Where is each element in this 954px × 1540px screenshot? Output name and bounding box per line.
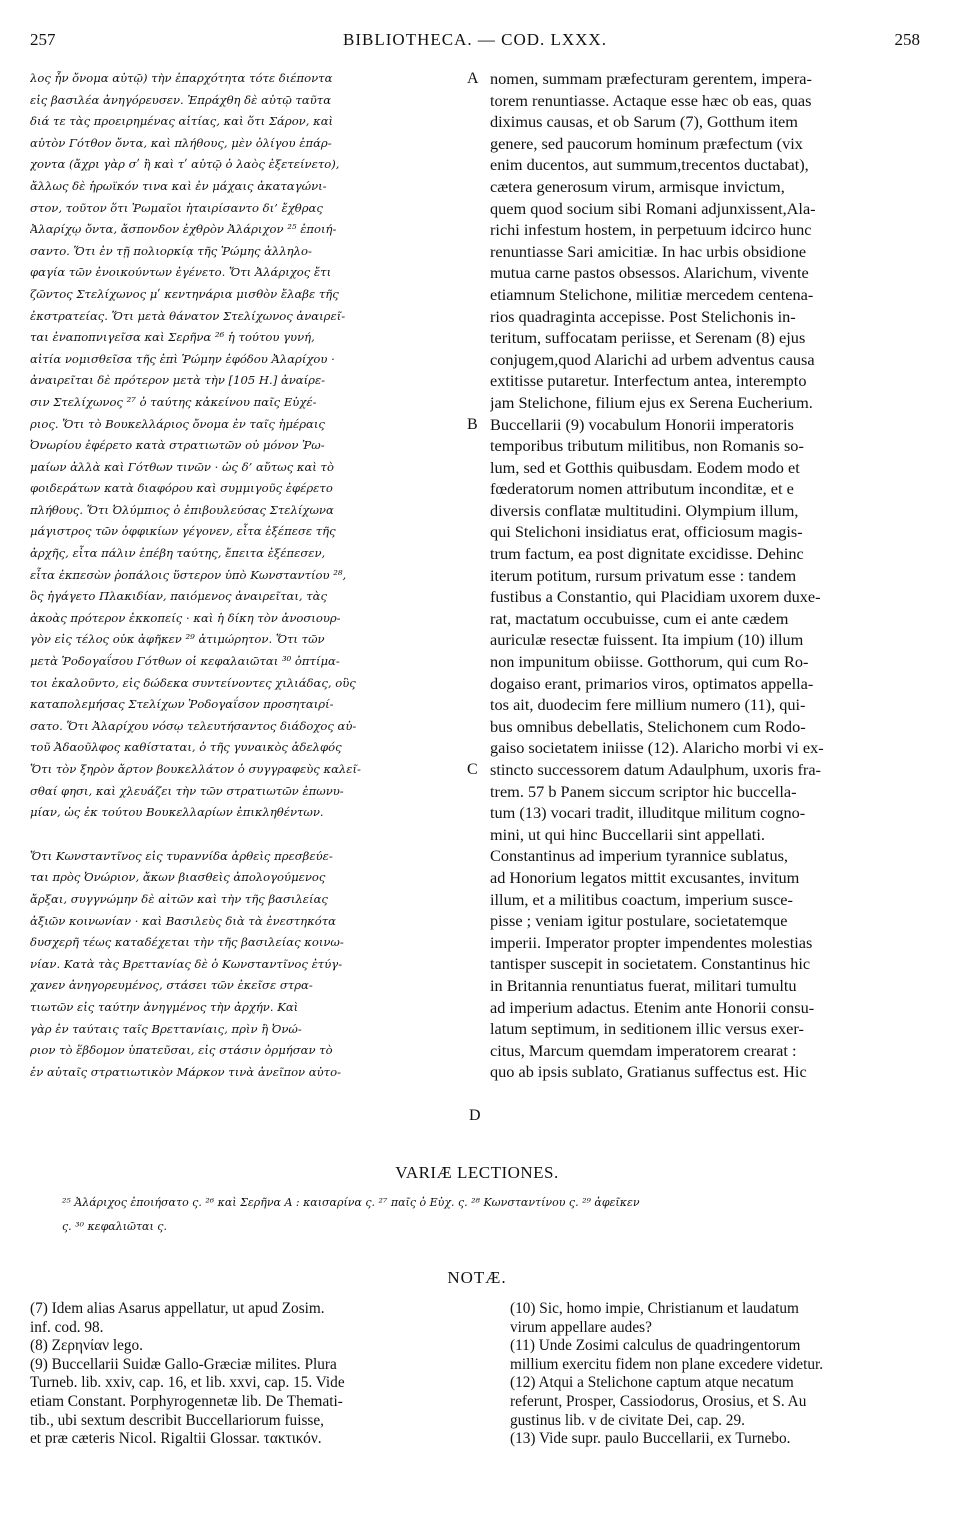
note-line: (9) Buccellarii Suidæ Gallo-Græciæ milites. Plura: [30, 1355, 337, 1373]
latin-column: [490, 68, 922, 1083]
latin-text-line: non impunitum obiisse. Gotthorum, qui cum Ro-: [490, 652, 809, 672]
section-marker-d: D: [469, 1107, 481, 1124]
greek-text-line: ριος. Ὅτι τὸ Βουκελλάριος ὄνομα ἐν ταῖς ἡμέραις: [30, 416, 325, 431]
variae-line: ²⁵ Ἀλάριχος ἐποιήσατο ς. ²⁶ καὶ Σερῆνα A : καισαρίνα ς. ²⁷ παῖς ὁ Εὐχ. ς. ²⁸ Κωνσταντίνου ς. ²⁹ ἀφεῖκεν: [62, 1196, 640, 1209]
latin-text-line: iterum potitum, rursum privatum esse : tandem: [490, 565, 797, 585]
section-marker-b: B: [467, 416, 478, 433]
latin-text-line: gaiso societatem iniisse (12). Alaricho morbi vi ex-: [490, 738, 824, 758]
variae-lectiones-heading: VARIÆ LECTIONES.: [395, 1163, 559, 1182]
greek-text-line: τοι ἐκαλοῦντο, εἰς δώδεκα συντείνοντες χιλιάδας, οὓς: [30, 675, 356, 690]
latin-text-line: stincto successorem datum Adaulphum, uxoris fra-: [490, 760, 821, 779]
greek-text-line: ἀναιρεῖται δὲ πρότερον μετὰ τὴν [105 H.] ἀναίρε-: [30, 373, 326, 388]
greek-text-line: δυσχερῆ τέως καταδέχεται τὴν τῆς βασιλείας κοινω-: [30, 935, 344, 950]
latin-text-line: renuntiasse Sari amicitiæ. In hac urbis obsidione: [490, 241, 807, 261]
note-line: (12) Atqui a Stelichone captum atque necatum: [510, 1374, 794, 1392]
greek-text-line: σαντο. Ὅτι ἐν τῇ πολιορκίᾳ τῆς Ῥώμης ἀλληλο-: [30, 243, 312, 258]
notae-heading: NOTÆ.: [447, 1268, 507, 1287]
greek-text-line: σιν Στελίχωνος ²⁷ ὁ ταύτης κἀκείνου παῖς Εὐχέ-: [30, 394, 317, 409]
greek-text-line: ἄλλως δὲ ἡρωϊκόν τινα καὶ ἐν μάχαις ἀκαταγώνι-: [30, 178, 327, 193]
notes-left-column: [30, 1300, 462, 1449]
greek-text-line: φοιδεράτων κατὰ διαφόρου καὶ συμμιγοῦς ἐφέρετο: [30, 481, 333, 496]
page-number-right: 258: [894, 30, 920, 49]
greek-text-line: πλήθους. Ὅτι Ὀλύμπιος ὁ ἐπιβουλεύσας Στελίχωνα: [30, 502, 334, 517]
latin-text-line: ad imperium adactus. Etenim ante Honorii consu-: [490, 997, 815, 1017]
latin-text-line: trum factum, ea post dignitate excidisse. Dehinc: [490, 544, 804, 564]
running-title: BIBLIOTHECA. — COD. LXXX.: [343, 30, 607, 49]
latin-text-line: diversis conflatæ multitudini. Olympium illum,: [490, 500, 799, 520]
latin-text-line: extitisse putaretur. Interfectum antea, interempto: [490, 371, 807, 391]
note-line: (7) Idem alias Asarus appellatur, ut apud Zosim.: [30, 1300, 325, 1317]
latin-text-line: citus, Marcum quemdam imperatorem crearat :: [490, 1040, 797, 1060]
greek-text-line: ἐκστρατείας. Ὅτι μετὰ θάνατον Στελίχωνος ἀναιρεῖ-: [30, 308, 346, 323]
greek-text-line: εἶτα ἐκπεσὼν ῥοπάλοις ὕστερον ὑπὸ Κωνσταντίου ²⁸,: [30, 567, 347, 582]
greek-text-line: χοντα (ἄχρι γὰρ σʹ ἢ καὶ τʹ αὐτῷ ὁ λαὸς ἐξετείνετο),: [30, 157, 340, 172]
latin-text-line: richi infestum hostem, in perpetuum idcirco hunc: [490, 220, 812, 240]
latin-text-line: mini, ut qui hinc Buccellarii sint appellati.: [490, 824, 765, 844]
greek-text-line: στον, τοῦτον ὅτι Ῥωμαῖοι ἡταιρίσαντο δι’ ἔχθρας: [30, 200, 323, 215]
note-line: (13) Vide supr. paulo Buccellarii, ex Turnebo.: [510, 1430, 791, 1448]
latin-text-line: lum, sed et Gotthis quibusdam. Eodem modo et: [490, 457, 800, 477]
latin-text-line: auriculæ resectæ fuissent. Ita impium (10) illum: [490, 630, 804, 650]
note-line: inf. cod. 98.: [30, 1318, 104, 1336]
latin-text-line: tantisper suscepit in societatem. Constantinus hic: [490, 954, 811, 974]
page-header: [30, 30, 920, 56]
page-number-left: 257: [30, 30, 56, 49]
greek-text-line: μετὰ Ῥοδογαΐσου Γότθων οἱ κεφαλαιῶται ³⁰ ὀπτίμα-: [30, 654, 340, 669]
paragraph-gap: [30, 824, 460, 846]
greek-text-line: ἀξιῶν κοινωνίαν · καὶ Βασιλεὺς διὰ τὰ ἐνεστηκότα: [30, 913, 336, 928]
greek-text-line: ται πρὸς Ὀνώριον, ἄκων βιασθεὶς ἀπολογούμενος: [30, 870, 326, 885]
greek-text-line: ἐν αὐταῖς στρατιωτικὸν Μάρκον τινὰ ἀνεῖπον αὐτο-: [30, 1064, 341, 1079]
greek-text-line: μίαν, ὡς ἐκ τούτου Βουκελλαρίων ἐπικληθέντων.: [30, 805, 324, 820]
latin-text-line: teritum, suffocatam periisse, et Serenam (8) ejus: [490, 328, 806, 348]
latin-text-line: conjugem,quod Alarichi ad urbem adventus causa: [490, 349, 815, 369]
latin-text-line: fœderatorum nomen attributum inconditæ, et e: [490, 479, 794, 499]
latin-text-line: enim ducentos, aut summum,trecentos ductabat),: [490, 155, 809, 175]
greek-text-line: διά τε τὰς προειρημένας αἰτίας, καὶ ὅτι Σάρον, καὶ: [30, 114, 334, 129]
variae-line: ς. ³⁰ κεφαλιῶται ς.: [62, 1220, 167, 1233]
note-line: Turneb. lib. xxiv, cap. 16, et lib. xxvi, cap. 15. Vide: [30, 1374, 345, 1392]
greek-text-line: μαίων ἀλλὰ καὶ Γότθων τινῶν · ὡς δ’ αὔτως καὶ τὸ: [30, 459, 334, 474]
note-line: millium exercitu fidem non plane excedere videtur.: [510, 1355, 824, 1373]
greek-text-line: ὃς ἠγάγετο Πλακιδίαν, παιόμενος ἀναιρεῖται, τὰς: [30, 589, 327, 604]
greek-text-line: Ὅτι Κωνσταντῖνος εἰς τυραννίδα ἀρθεὶς πρεσβεύε-: [30, 848, 333, 863]
greek-text-line: ἀρχῆς, εἶτα πάλιν ἐπέβη ταύτης, ἔπειτα ἐξέπεσεν,: [30, 546, 326, 561]
greek-text-line: νίαν. Κατὰ τὰς Βρεττανίας δὲ ὁ Κωνσταντῖνος ἐτύγ-: [30, 956, 343, 971]
note-line: (11) Unde Zosimi calculus de quadringentorum: [510, 1337, 801, 1355]
latin-text-line: cætera generosum virum, armisque invictum,: [490, 176, 785, 196]
greek-text-line: καταπολεμήσας Στελίχων Ῥοδογαΐσον προσηταιρί-: [30, 697, 334, 712]
note-line: (10) Sic, homo impie, Christianum et laudatum: [510, 1300, 799, 1317]
latin-text-line: temporibus tributum militibus, non Romanis so-: [490, 436, 804, 456]
latin-text-line: qui Stelichoni insidiatus erat, officiosum magis-: [490, 522, 803, 542]
greek-text-line: ζῶντος Στελίχωνος μʹ κεντηνάρια μισθὸν ἔλαβε τῆς: [30, 286, 339, 301]
latin-text-line: quo ab ipsis sublato, Gratianus suffectus est. Hic: [490, 1062, 807, 1082]
latin-text-line: pisse ; veniam igitur postulare, societatemque: [490, 911, 788, 931]
latin-text-line: Constantinus ad imperium tyrannice sublatus,: [490, 846, 788, 866]
latin-text-line: mutua carne pastos obsessos. Alarichum, vivente: [490, 263, 809, 283]
greek-text-line: γὸν εἰς τέλος οὐκ ἀφῆκεν ²⁹ ἀτιμώρητον. Ὅτι τῶν: [30, 632, 325, 647]
latin-text-line: tum (13) vocari tradit, illuditque militum cogno-: [490, 803, 806, 823]
greek-text-line: εἰς βασιλέα ἀνηγόρευσεν. Ἐπράχθη δὲ αὐτῷ ταῦτα: [30, 92, 332, 107]
greek-text-line: ριον τὸ ἕβδομον ὑπατεῦσαι, εἰς στάσιν ὁρμήσαν τὸ: [30, 1043, 333, 1058]
greek-text-line: αὐτὸν Γότθον ὄντα, καὶ πλήθους, μὲν ὀλίγου ἐπάρ-: [30, 135, 332, 150]
greek-text-line: ται ἐναποπνιγεῖσα καὶ Σερῆνα ²⁶ ἡ τούτου γυνή,: [30, 330, 315, 345]
latin-text-line: fustibus a Constantio, qui Placidiam uxorem duxe-: [490, 587, 821, 607]
greek-text-line: ἄρξαι, συγγνώμην δὲ αἰτῶν καὶ τὴν τῆς βασιλείας: [30, 891, 328, 906]
greek-column: [30, 68, 460, 1083]
latin-text-line: rios quadraginta accepisse. Post Stelichonis in-: [490, 306, 796, 326]
latin-text-line: etiamnum Stelichone, militiæ mercedem centena-: [490, 284, 814, 304]
latin-text-line: latum septimum, in seditionem illic versus exer-: [490, 1019, 804, 1039]
greek-text-line: φαγία τῶν ἐνοικούντων ἐγένετο. Ὅτι Ἀλάριχος ἔτι: [30, 265, 332, 280]
greek-text-line: σθαί φησι, καὶ χλευάζει τὴν τῶν στρατιωτῶν ἐπωνυ-: [30, 783, 344, 798]
note-line: virum appellare audes?: [510, 1318, 652, 1336]
latin-text-line: in Britannia renuntiatus fuerat, militari tumultu: [490, 975, 797, 995]
greek-text-line: ἀκοὰς πρότερον ἐκκοπείς · καὶ ἡ δίκη τὸν ἀνοσιουρ-: [30, 610, 341, 625]
latin-text-line: genere, sed paucorum hominum præfectum (vix: [490, 133, 803, 153]
note-line: tib., ubi sextum describit Buccellariorum fuisse,: [30, 1411, 324, 1429]
note-line: etiam Constant. Porphyrogennetæ lib. De Themati-: [30, 1392, 343, 1410]
greek-text-line: λος ἦν ὄνομα αὐτῷ) τὴν ἐπαρχότητα τότε διέποντα: [30, 71, 333, 85]
section-marker-a: A: [467, 70, 479, 87]
notes-right-column: [510, 1300, 924, 1449]
note-line: et præ cæteris Nicol. Rigaltii Glossar. τακτικόν.: [30, 1430, 322, 1448]
latin-text-line: imperii. Imperator propter impendentes molestias: [490, 932, 813, 952]
latin-text-line: diximus causas, et ob Sarum (7), Gotthum item: [490, 112, 798, 132]
latin-text-line: illum, et a militibus coactum, imperium susce-: [490, 889, 793, 909]
latin-text-line: ad Honorium legatos mittit excusantes, invitum: [490, 867, 800, 887]
latin-text-line: dogaiso erant, primarios viros, optimatos appella-: [490, 673, 814, 693]
greek-text-line: αἰτία νομισθεῖσα τῆς ἐπὶ Ῥώμην ἐφόδου Ἀλαρίχου ·: [30, 351, 335, 366]
greek-text-line: Ἀλαρίχῳ ὄντα, ἄσπονδον ἐχθρὸν Ἀλάριχον ²⁵ ἐποιή-: [30, 222, 337, 237]
greek-text-line: τιωτῶν εἰς ταύτην ἀνηγμένος τὴν ἀρχήν. Καὶ: [30, 999, 299, 1014]
note-line: (8) Ζερηνίαν lego.: [30, 1337, 144, 1355]
latin-text-line: tos ait, duodecim fere millium numero (11), qui-: [490, 695, 806, 715]
note-line: referunt, Prosper, Cassiodorus, Orosius, et S. Au: [510, 1392, 807, 1410]
greek-text-line: Ὀνωρίου ἐφέρετο κατὰ στρατιωτῶν οὐ μόνον Ῥω-: [30, 438, 325, 453]
latin-text-line: trem. 57 b Panem siccum scriptor hic buccella-: [490, 781, 797, 801]
latin-text-line: Buccellarii (9) vocabulum Honorii imperatoris: [490, 414, 794, 434]
latin-text-line: jam Stelichone, filium ejus ex Serena Eucherium.: [490, 392, 813, 412]
section-marker-c: C: [467, 761, 478, 778]
latin-text-line: quem quod socium sibi Romani adjunxissent,Ala-: [490, 198, 816, 218]
latin-text-line: rat, mactatum occubuisse, cum ei ante cædem: [490, 608, 789, 628]
latin-text-line: torem renuntiasse. Actaque esse hæc ob eas, quas: [490, 90, 812, 110]
greek-text-line: χανεν ἀνηγορευμένος, στάσει τῶν ἐκεῖσε στρα-: [30, 978, 313, 993]
greek-text-line: τοῦ Ἀδαοῦλφος καθίσταται, ὁ τῆς γυναικὸς ἀδελφός: [30, 740, 342, 755]
latin-text-line: bus omnibus debellatis, Stelichonem cum Rodo-: [490, 716, 806, 736]
greek-text-line: μάγιστρος τῶν ὀφφικίων γέγονεν, εἶτα ἐξέπεσε τῆς: [30, 524, 336, 539]
latin-text-line: nomen, summam præfecturam gerentem, impera-: [490, 69, 812, 88]
greek-text-line: σατο. Ὅτι Ἀλαρίχου νόσῳ τελευτήσαντος διάδοχος αὐ-: [30, 718, 357, 733]
note-line: gustinus lib. v de civitate Dei, cap. 29.: [510, 1411, 745, 1429]
greek-text-line: γὰρ ἐν ταύταις ταῖς Βρεττανίαις, πρὶν ἢ Ὀνώ-: [30, 1021, 302, 1036]
greek-text-line: Ὅτι τὸν ξηρὸν ἄρτον βουκελλάτον ὁ συγγραφεὺς καλεῖ-: [30, 762, 361, 776]
